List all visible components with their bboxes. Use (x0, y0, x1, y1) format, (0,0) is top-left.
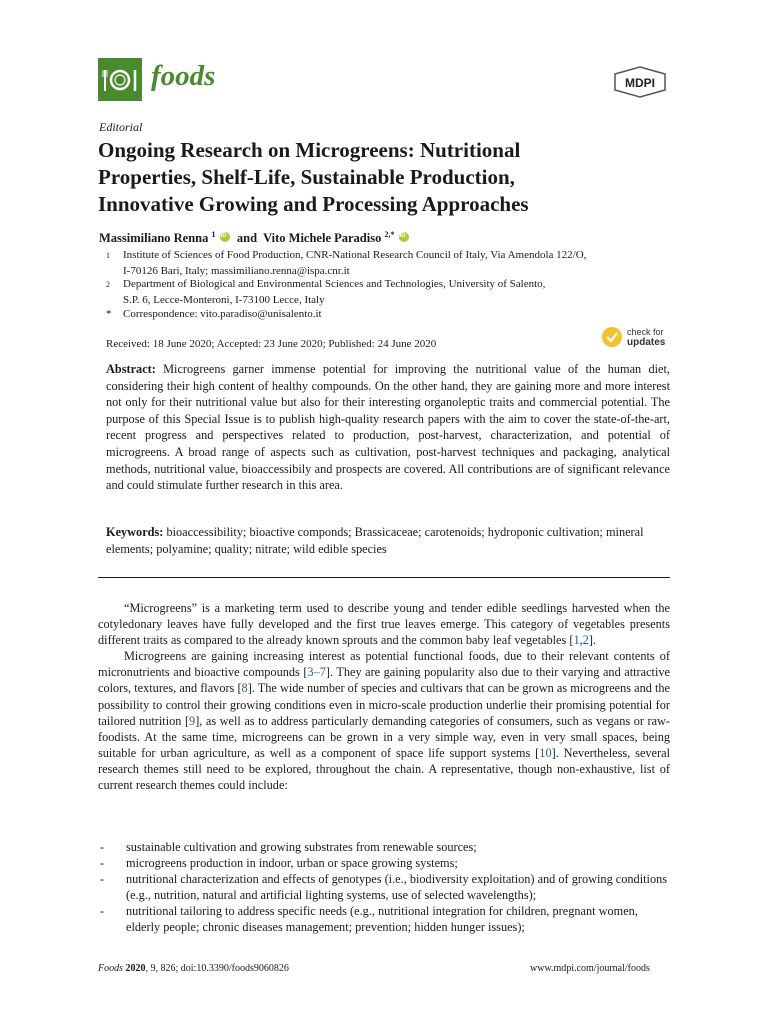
affiliation-1 (123, 248, 683, 279)
correspondence (123, 307, 683, 323)
list-bullet: - (100, 872, 105, 887)
author-name[interactable]: Massimiliano Renna (99, 231, 209, 246)
footer-journal: Foods (98, 963, 123, 974)
affiliation-number: 1 (106, 251, 110, 260)
affiliation-line[interactable]: I-70126 Bari, Italy; massimiliano.renna@ispa.cnr.it (123, 264, 350, 277)
title-line: Innovative Growing and Processing Approaches (98, 192, 529, 216)
journal-name: foods (151, 60, 216, 92)
list-bullet: - (100, 840, 105, 854)
check-updates-line1: check for (627, 327, 664, 337)
check-updates-line2: updates (627, 337, 666, 348)
citation-link[interactable]: 1 (573, 633, 580, 648)
paragraph: “Microgreens” is a marketing term used to describe young and tender edible seedlings harvested when the cotyledonary leaves have fully developed and the first true leaves emerge. This category of vegetables presents different traits as compared to the already known sprouts and the common baby leaf vegetables [1,2]. (98, 601, 670, 648)
orcid-icon[interactable] (220, 232, 230, 242)
title-line: Ongoing Research on Microgreens: Nutritional (98, 138, 521, 162)
list-item-text: nutritional characterization and effects of genotypes (i.e., biodiversity exploitation) and of growing conditions (e.g., nutrition, natural and artificial lighting systems, use of selected wavelengths); (126, 872, 668, 903)
list-bullet: - (100, 856, 105, 871)
list-item (98, 903, 670, 935)
orcid-icon[interactable] (399, 232, 409, 242)
list-item (98, 871, 670, 903)
footer-year: 2020 (125, 963, 146, 974)
list-item (98, 839, 670, 855)
author-name[interactable]: Vito Michele Paradiso (263, 231, 382, 246)
journal-logo (98, 58, 142, 101)
correspondence-marker: * (106, 308, 112, 320)
affiliation-line: Institute of Sciences of Food Production, CNR-National Research Council of Italy, Via Amendola 122/O, (123, 249, 587, 261)
article-type: Editorial (99, 120, 143, 134)
list-item-text: sustainable cultivation and growing substrates from renewable sources; (126, 840, 477, 854)
body-text (98, 600, 670, 793)
author-connector: and (233, 231, 261, 246)
citation-link[interactable]: 8 (241, 681, 248, 696)
publisher-name: MDPI (625, 76, 655, 90)
author-list (99, 230, 410, 246)
citation-link[interactable]: 2 (582, 633, 589, 648)
affiliation-marker: 1 (211, 230, 216, 239)
citation-link[interactable]: 3–7 (307, 665, 326, 680)
title-line: Properties, Shelf-Life, Sustainable Production, (98, 165, 515, 189)
footer-doi[interactable]: , 9, 826; doi:10.3390/foods9060826 (145, 963, 289, 974)
abstract (106, 361, 670, 494)
publication-dates: Received: 18 June 2020; Accepted: 23 June 2020; Published: 24 June 2020 (106, 338, 437, 350)
research-themes-list (98, 839, 670, 936)
keywords (106, 524, 670, 557)
paragraph: Microgreens are gaining increasing interest as potential functional foods, due to their relevant contents of micronutrients and bioactive compounds [3–7]. They are gaining popularity also due to their varying and attractive colors, textures, and flavors [8]. The wide number of species and cultivars that can be grown as microgreens and the possibility to control their growing conditions even in micro-scale production underlie their promising potential for tailored nutrition [9], as well as to address particularly demanding categories of consumers, such as vegans or raw-foodists. At the same time, microgreens can be grown in a very simple way, even in very small spaces, being suitable for urban agriculture, as well as a component of space life support systems [10]. Nevertheless, several research themes still need to be explored, throughout the chain. A representative, though non-exhaustive, list of current research themes could include: (98, 649, 671, 793)
affiliation-line: S.P. 6, Lecce-Monteroni, I-73100 Lecce, Italy (123, 293, 325, 306)
check-for-updates-badge[interactable] (601, 326, 671, 350)
footer-citation (98, 963, 289, 974)
affiliation-marker: 2,* (384, 230, 395, 239)
citation-link[interactable]: 9 (189, 713, 196, 728)
abstract-label: Abstract: (106, 362, 156, 376)
keywords-text: bioaccessibility; bioactive componds; Brassicaceae; carotenoids; hydroponic cultivation; mineral elements; polyamine; quality; nitrate; wild edible species (106, 525, 644, 556)
keywords-label: Keywords: (106, 525, 164, 539)
publisher-logo (612, 66, 668, 103)
affiliation-number: 2 (106, 280, 110, 289)
plate-icon (98, 58, 142, 101)
section-divider (98, 577, 670, 578)
citation-link[interactable]: 10 (539, 745, 552, 760)
list-item-text: microgreens production in indoor, urban or space growing systems; (126, 856, 458, 871)
list-item (98, 855, 670, 871)
list-bullet: - (100, 904, 105, 919)
affiliation-2 (123, 277, 683, 308)
list-item-text: nutritional tailoring to address specific needs (e.g., nutritional integration for children, pregnant women, elderly people; chronic diseases management; prevention; hidden hunger issues); (126, 904, 638, 935)
affiliation-line: Department of Biological and Environmental Sciences and Technologies, University of Salento, (123, 278, 546, 290)
correspondence-line[interactable]: Correspondence: vito.paradiso@unisalento.it (123, 308, 322, 320)
check-updates-icon (601, 326, 623, 348)
abstract-text: Microgreens garner immense potential for improving the nutritional value of the human diet, considering their high content of healthy compounds. On the other hand, they are gaining more and more interest not only for their nutritional value but also for their interesting organoleptic traits and commercial potential. The purpose of this Special Issue is to publish high-quality research papers with the aim to cover the state-of-the-art, recent progress and perspectives related to production, post-harvest, characterization, and potential of microgreens. A broad range of aspects such as cultivation, post-harvest techniques and packaging, analytical methods, nutritional value, bioaccessibily and prospects are covered. All contributions are of significant relevance and could stimulate further research in this area. (106, 362, 670, 493)
article-title (98, 137, 698, 218)
footer-url[interactable]: www.mdpi.com/journal/foods (530, 963, 650, 974)
